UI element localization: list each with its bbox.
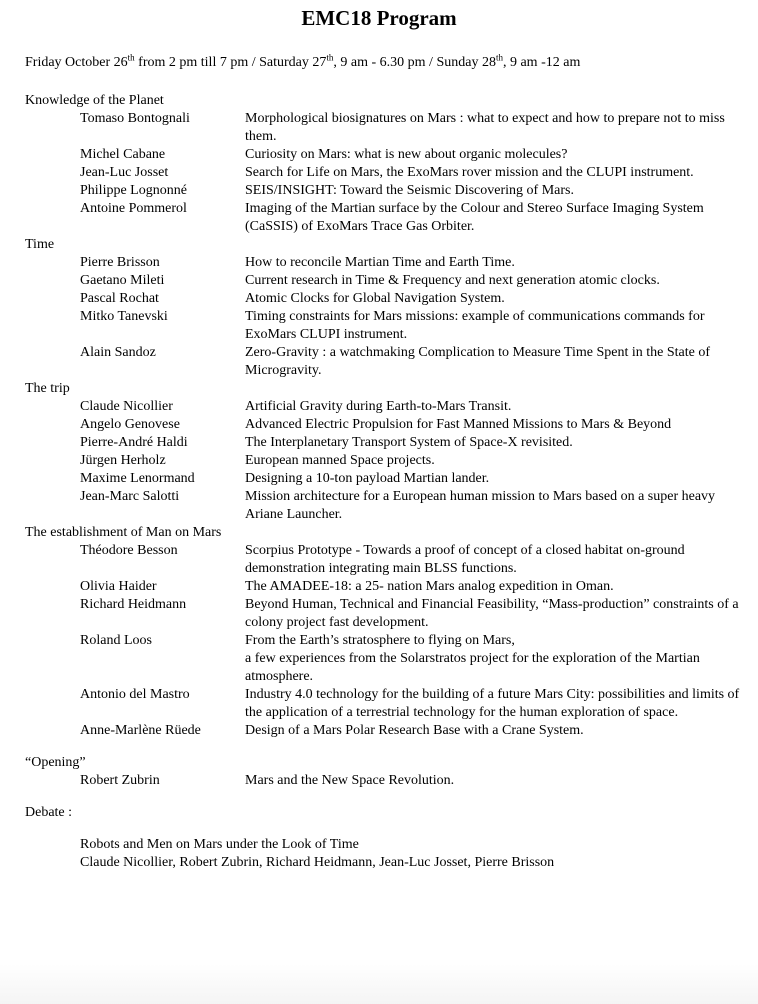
speaker-name: Angelo Genovese: [80, 417, 180, 432]
talk-row: [25, 596, 745, 632]
dates-ordinal-3: th: [495, 52, 503, 63]
speaker-name: Jean-Luc Josset: [80, 165, 169, 180]
speaker-name: Jürgen Herholz: [80, 453, 166, 468]
talk-title: Artificial Gravity during Earth-to-Mars Transit.: [245, 399, 512, 414]
section-heading: Knowledge of the Planet: [25, 93, 164, 108]
speaker-name: Pascal Rochat: [80, 291, 159, 306]
debate-participants: Claude Nicollier, Robert Zubrin, Richard Heidmann, Jean-Luc Josset, Pierre Brisson: [80, 855, 555, 870]
speaker-name: Robert Zubrin: [80, 773, 160, 788]
talk-row: [25, 578, 745, 596]
section-heading-opening: “Opening”: [25, 755, 86, 770]
talk-row: [25, 164, 745, 182]
speaker-name: Maxime Lenormand: [80, 471, 195, 486]
talk-row: [25, 344, 745, 380]
talk-title: Designing a 10-ton payload Martian lander.: [245, 471, 490, 486]
speaker-name: Philippe Lognonné: [80, 183, 187, 198]
dates-text-3: , 9 am - 6.30 pm / Sunday 28: [333, 55, 496, 70]
talk-row: [25, 542, 745, 578]
dates-ordinal-1: th: [127, 52, 135, 63]
speaker-name: Tomaso Bontognali: [80, 111, 190, 126]
talk-title: Curiosity on Mars: what is new about organic molecules?: [245, 147, 568, 162]
spacer: [25, 740, 745, 754]
talk-title: European manned Space projects.: [245, 453, 435, 468]
speaker-name: Claude Nicollier: [80, 399, 173, 414]
speaker-name: Mitko Tanevski: [80, 309, 168, 324]
dates-text-1: Friday October 26: [25, 55, 128, 70]
talk-row: [25, 146, 745, 164]
talk-title: From the Earth’s stratosphere to flying on Mars, a few experiences from the Solarstratos project for the exploration of the Martian atmosphere.: [245, 633, 700, 684]
section-heading-debate: Debate :: [25, 805, 73, 820]
talk-row: [25, 254, 745, 272]
talk-row: [25, 200, 745, 236]
talk-title: Mission architecture for a European human mission to Mars based on a super heavy Ariane Launcher.: [245, 489, 716, 522]
speaker-name: Jean-Marc Salotti: [80, 489, 180, 504]
talk-title: Design of a Mars Polar Research Base with a Crane System.: [245, 723, 584, 738]
talk-row: [25, 290, 745, 308]
talk-row: [25, 110, 745, 146]
talk-title: How to reconcile Martian Time and Earth Time.: [245, 255, 515, 270]
bottom-fade: [0, 964, 758, 1004]
talk-row: [25, 416, 745, 434]
program-list: [25, 92, 745, 872]
talk-title: Timing constraints for Mars missions: example of communications commands for ExoMars CLUPI instrument.: [245, 309, 705, 342]
talk-title: Atomic Clocks for Global Navigation System.: [245, 291, 505, 306]
speaker-name: Anne-Marlène Rüede: [80, 723, 201, 738]
debate-block: [25, 836, 745, 872]
talk-title: Scorpius Prototype - Towards a proof of concept of a closed habitat on-ground demonstration integrating main BLSS functions.: [245, 543, 685, 576]
talk-row: [25, 722, 745, 740]
speaker-name: Théodore Besson: [80, 543, 178, 558]
talk-title: Search for Life on Mars, the ExoMars rover mission and the CLUPI instrument.: [245, 165, 694, 180]
talk-row: [25, 686, 745, 722]
talk-row: [25, 308, 745, 344]
talk-row: [25, 434, 745, 452]
dates-text-4: , 9 am -12 am: [502, 55, 581, 70]
talk-row: [25, 488, 745, 524]
speaker-name: Alain Sandoz: [80, 345, 156, 360]
talk-title: Advanced Electric Propulsion for Fast Manned Missions to Mars & Beyond: [245, 417, 672, 432]
section-heading: Time: [25, 237, 55, 252]
talk-row: [25, 632, 745, 686]
talk-title: Imaging of the Martian surface by the Colour and Stereo Surface Imaging System (CaSSIS) of ExoMars Trace Gas Orbiter.: [245, 201, 704, 234]
speaker-name: Richard Heidmann: [80, 597, 187, 612]
talk-title: Current research in Time & Frequency and next generation atomic clocks.: [245, 273, 660, 288]
talk-row: [25, 182, 745, 200]
debate-title: Robots and Men on Mars under the Look of Time: [80, 837, 359, 852]
speaker-name: Roland Loos: [80, 633, 152, 648]
speaker-name: Antonio del Mastro: [80, 687, 190, 702]
talk-title: Beyond Human, Technical and Financial Feasibility, “Mass-production” constraints of a colony project fast development.: [245, 597, 739, 630]
event-dates: [25, 54, 580, 72]
talk-row-opening: [25, 772, 745, 790]
page-title: EMC18 Program: [301, 6, 457, 30]
talk-title: Mars and the New Space Revolution.: [245, 773, 455, 788]
speaker-name: Michel Cabane: [80, 147, 166, 162]
talk-row: [25, 398, 745, 416]
speaker-name: Pierre Brisson: [80, 255, 160, 270]
talk-title: SEIS/INSIGHT: Toward the Seismic Discovering of Mars.: [245, 183, 574, 198]
talk-row: [25, 272, 745, 290]
talk-title: Zero-Gravity : a watchmaking Complication to Measure Time Spent in the State of Microgravity.: [245, 345, 711, 378]
speaker-name: Pierre-André Haldi: [80, 435, 188, 450]
speaker-name: Olivia Haider: [80, 579, 157, 594]
talk-row: [25, 470, 745, 488]
section-heading: The trip: [25, 381, 70, 396]
talk-title: The AMADEE-18: a 25- nation Mars analog expedition in Oman.: [245, 579, 614, 594]
talk-title: Morphological biosignatures on Mars : what to expect and how to prepare not to miss them.: [245, 111, 725, 144]
section-heading: The establishment of Man on Mars: [25, 525, 222, 540]
speaker-name: Antoine Pommerol: [80, 201, 187, 216]
talk-row: [25, 452, 745, 470]
speaker-name: Gaetano Mileti: [80, 273, 165, 288]
talk-title: Industry 4.0 technology for the building of a future Mars City: possibilities and limits of the application of a terrestrial technology for the human exploration of space.: [245, 687, 740, 720]
talk-title: The Interplanetary Transport System of Space-X revisited.: [245, 435, 573, 450]
spacer: [25, 790, 745, 804]
spacer: [25, 822, 745, 836]
dates-text-2: from 2 pm till 7 pm / Saturday 27: [134, 55, 327, 70]
dates-ordinal-2: th: [326, 52, 334, 63]
